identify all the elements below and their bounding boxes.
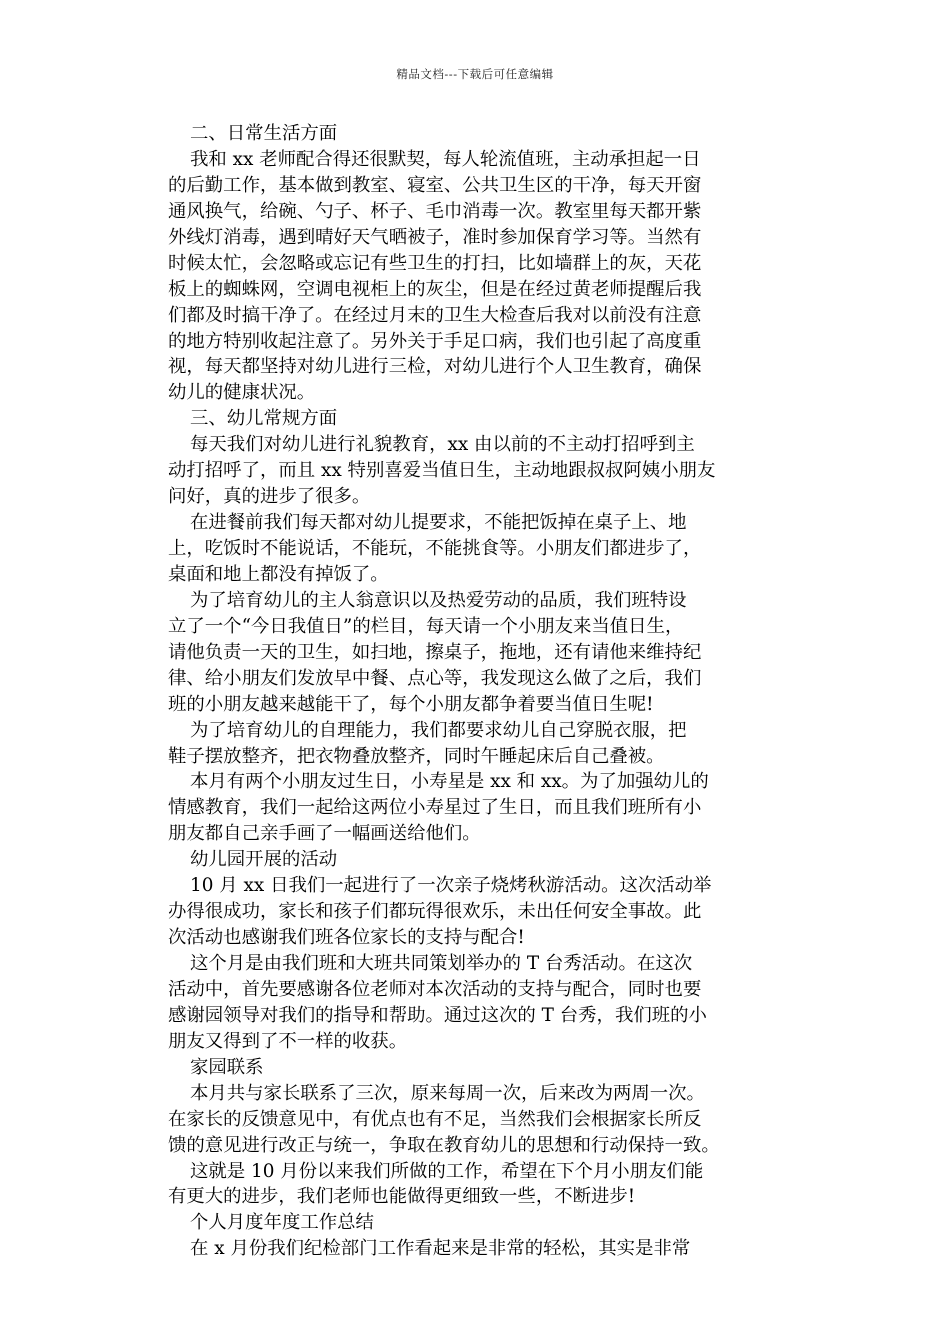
text-line: 我和 xx 老师配合得还很默契，每人轮流值班，主动承担起一日 — [190, 148, 701, 170]
text-line: 板上的蜘蛛网，空调电视柜上的灰尘，但是在经过黄老师提醒后我 — [168, 278, 702, 300]
text-line: 视，每天都坚持对幼儿进行三检，对幼儿进行个人卫生教育，确保 — [168, 356, 702, 378]
text-line: 立了一个“今日我值日”的栏目，每天请一个小朋友来当值日生， — [168, 615, 684, 637]
text-line: 上，吃饭时不能说话，不能玩，不能挑食等。小朋友们都进步了， — [168, 538, 702, 559]
text-line: 二、日常生活方面 — [190, 123, 338, 144]
text-line: 馈的意见进行改正与统一，争取在教育幼儿的思想和行动保持一致。 — [168, 1134, 720, 1156]
document-body — [168, 121, 808, 1262]
text-line: 在进餐前我们每天都对幼儿提要求，不能把饭掉在桌子上、地 — [190, 512, 687, 534]
text-line: 活动中，首先要感谢各位老师对本次活动的支持与配合，同时也要 — [168, 978, 702, 1000]
text-line: 个人月度年度工作总结 — [190, 1212, 374, 1234]
text-line: 本月共与家长联系了三次，原来每周一次，后来改为两周一次。 — [190, 1082, 705, 1104]
text-line: 本月有两个小朋友过生日，小寿星是 xx 和 xx。为了加强幼儿的 — [190, 771, 709, 793]
text-line: 为了培育幼儿的主人翁意识以及热爱劳动的品质，我们班特设 — [190, 589, 687, 611]
text-line: 幼儿的健康状况。 — [168, 382, 316, 404]
text-line: 次活动也感谢我们班各位家长的支持与配合! — [168, 927, 525, 949]
text-line: 这个月是由我们班和大班共同策划举办的 T 台秀活动。在这次 — [190, 953, 693, 974]
text-line: 10 月 xx 日我们一起进行了一次亲子烧烤秋游活动。这次活动举 — [190, 875, 712, 897]
text-line: 有更大的进步，我们老师也能做得更细致一些，不断进步! — [168, 1186, 636, 1208]
page-header: 精品文档---下载后可任意编辑 — [396, 67, 554, 81]
text-line: 桌面和地上都没有掉饭了。 — [168, 563, 389, 585]
text-line: 幼儿园开展的活动 — [190, 849, 338, 871]
text-line: 家园联系 — [190, 1056, 264, 1078]
text-line: 办得很成功，家长和孩子们都玩得很欢乐，未出任何安全事故。此 — [168, 901, 702, 923]
text-line: 在家长的反馈意见中，有优点也有不足，当然我们会根据家长所反 — [168, 1108, 702, 1130]
text-line: 的地方特别收起注意了。另外关于手足口病，我们也引起了高度重 — [168, 330, 702, 352]
text-line: 通风换气，给碗、勺子、杯子、毛巾消毒一次。教室里每天都开紫 — [168, 200, 702, 222]
text-line: 在 x 月份我们纪检部门工作看起来是非常的轻松，其实是非常 — [190, 1238, 691, 1260]
text-line: 感谢园领导对我们的指导和帮助。通过这次的 T 台秀，我们班的小 — [168, 1004, 707, 1026]
text-line: 鞋子摆放整齐，把衣物叠放整齐，同时午睡起床后自己叠被。 — [168, 745, 665, 767]
text-line: 每天我们对幼儿进行礼貌教育，xx 由以前的不主动打招呼到主 — [190, 434, 695, 456]
text-line: 律、给小朋友们发放早中餐、点心等，我发现这么做了之后，我们 — [168, 667, 702, 689]
text-line: 三、幼儿常规方面 — [190, 408, 338, 430]
text-line: 为了培育幼儿的自理能力，我们都要求幼儿自己穿脱衣服，把 — [190, 719, 687, 741]
text-line: 时候太忙，会忽略或忘记有些卫生的打扫，比如墙群上的灰，天花 — [168, 252, 702, 274]
text-line: 班的小朋友越来越能干了，每个小朋友都争着要当值日生呢! — [168, 693, 654, 715]
text-line: 问好，真的进步了很多。 — [168, 486, 371, 508]
text-line: 请他负责一天的卫生，如扫地，擦桌子，拖地，还有请他来维持纪 — [168, 641, 702, 663]
text-line: 这就是 10 月份以来我们所做的工作，希望在下个月小朋友们能 — [190, 1160, 704, 1182]
text-line: 朋友又得到了不一样的收获。 — [168, 1030, 408, 1052]
text-line: 们都及时搞干净了。在经过月末的卫生大检查后我对以前没有注意 — [168, 304, 702, 326]
text-line: 动打招呼了，而且 xx 特别喜爱当值日生，主动地跟叔叔阿姨小朋友 — [168, 460, 716, 482]
text-line: 朋友都自己亲手画了一幅画送给他们。 — [168, 823, 481, 845]
text-line: 外线灯消毒，遇到晴好天气晒被子，准时参加保育学习等。当然有 — [168, 226, 702, 248]
text-line: 情感教育，我们一起给这两位小寿星过了生日，而且我们班所有小 — [168, 797, 702, 819]
text-line: 的后勤工作，基本做到教室、寝室、公共卫生区的干净，每天开窗 — [168, 174, 702, 196]
